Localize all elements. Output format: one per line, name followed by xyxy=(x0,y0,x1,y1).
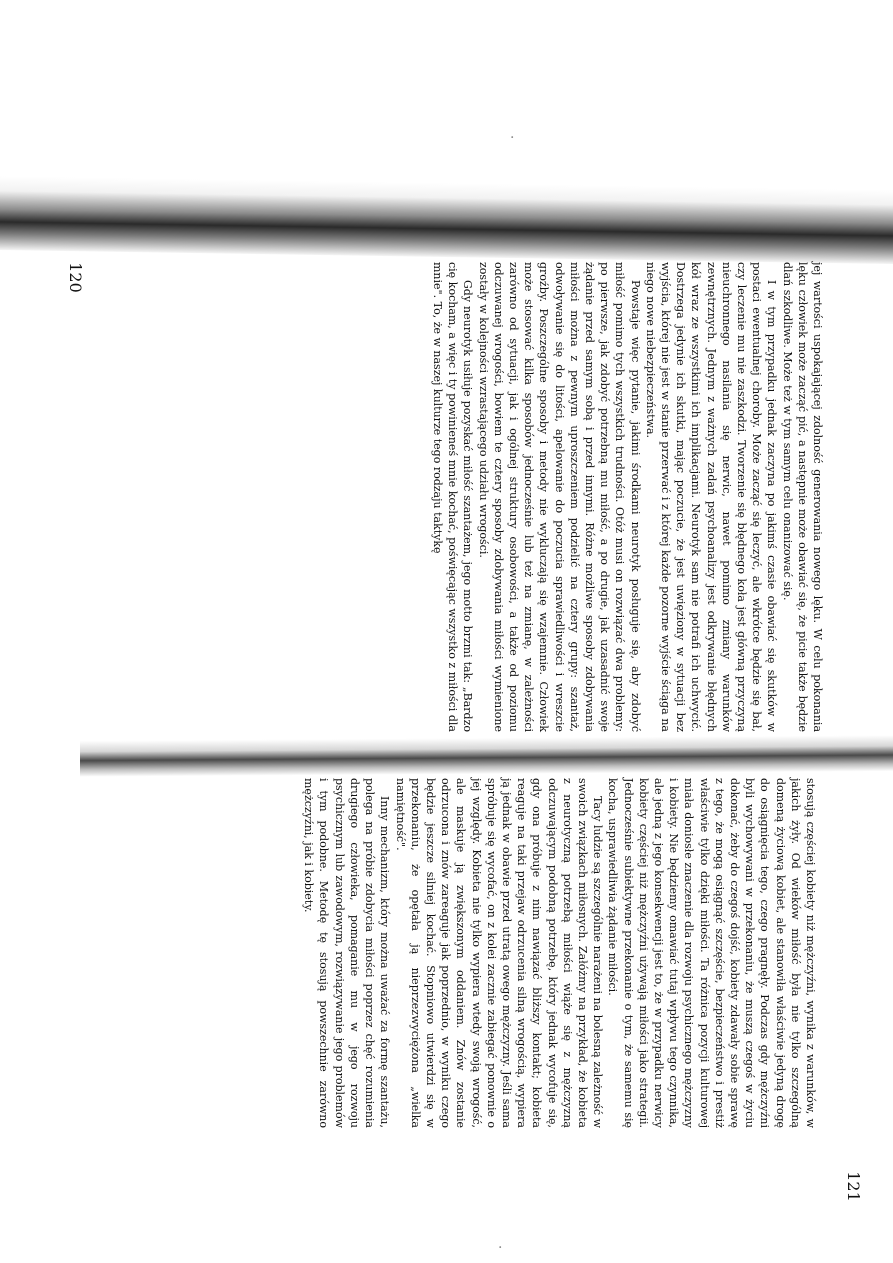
left-paragraph-1: jej wartości uspokajającej zdolność generowania nowego lęku. W celu pokonania lęku człowiek może zacząć pić, a następnie może obawiać się, że picie także będzie dlań szkodliwe. Może też w tym samym celu onanizować się. xyxy=(780,262,824,732)
left-page-number: 120 xyxy=(65,262,85,293)
right-page-number: 121 xyxy=(843,1171,863,1202)
page-edge-shadow xyxy=(0,176,893,264)
right-paragraph-2: Tacy ludzie są szczególnie narażeni na bolesną zależność w swoich związkach miłosnych. Załóżmy na przykład, że kobieta z neurotyczną potrzebą miłości wiąże się z mężczyzną odczuwającym podobną potrzebę, który jednak wycofuje się, gdy ona próbuje z nim nawiązać bliższy kontakt; kobieta reaguje na taki przejaw odrzucenia silną wrogością, wypiera ją jednak w obawie przed utratą owego mężczyzny. Jeśli sama spróbuje się wycofać, on z kolei zacznie zabiegać ponownie o jej względy. Kobieta nie tylko wypiera wtedy swoją wrogość, ale maskuje ją zwiększonym oddaniem. Znów zostanie odrzucona i znów zareaguje jak poprzednio, w wyniku czego będzie jeszcze silniej kochać. Stopniowo utwierdzi się w przekonaniu, że opętała ją nieprzezwyciężona „wielka namiętność". xyxy=(393,778,605,1128)
scan-speck: · xyxy=(498,1240,503,1256)
right-paragraph-1: stosują częściej kobiety niż mężczyźni, wynika z warunków, w jakich żyły. Od wieków miłość była nie tylko szczególną domeną życiową kobiet, ale stanowiła właściwie jedyną drogę do osiągnięcia tego, czego pragnęły. Podczas gdy mężczyźni byli wychowywani w przekonaniu, że muszą czegoś w życiu dokonać, żeby do czegoś dojść, kobiety zdawały sobie sprawę z tego, że mogą osiągnąć szczęście, bezpieczeństwo i prestiż właściwie tylko dzięki miłości. Ta różnica pozycji kulturowej miała doniosłe znaczenie dla rozwoju psychicznego mężczyzny i kobiety. Nie będziemy omawiać tutaj wpływu tego czynnika, ale jedną z jego konsekwencji jest to, że w przypadku nerwicy kobiety częściej niż mężczyźni używają miłości jako strategii. Jednocześnie subiektywne przekonanie o tym, że samemu się kocha, usprawiedliwia żądanie miłości. xyxy=(606,778,817,1128)
left-paragraph-4: Gdy neurotyk usiłuje pozyskać miłość szantażem, jego motto brzmi tak: „Bardzo cię kocham, a więc i ty powinieneś mnie kochać, poświęcając wszystko z miłości dla mnie". To, że w naszej kulturze tego rodzaju taktykę xyxy=(430,262,475,732)
scan-speck: · xyxy=(510,130,515,146)
left-paragraph-3: Powstaje więc pytanie, jakimi środkami neurotyk posługuje się, aby zdobyć miłość pomimo tych wszystkich trudności. Otóż musi on rozwiązać dwa problemy: po pierwsze, jak zdobyć potrzebną mu miłość, a po drugie, jak uzasadnić swoje żądanie przed samym sobą i przed innymi. Różne możliwe sposoby zdobywania miłości można z pewnym uproszczeniem podzielić na cztery grupy: szantaż, odwoływanie się do litości, apelowanie do poczucia sprawiedliwości i wreszcie groźby. Poszczególne sposoby i metody nie wykluczają się wzajemnie. Człowiek może stosować kilka sposobów jednocześnie lub też na zmianę, w zależności zarówno od sytuacji, jak i ogólnej struktury osobowości, a także od poziomu odczuwanej wrogości, bowiem te cztery sposoby zdobywania miłości wymienione zostały w kolejności wzrastającego udziału wrogości. xyxy=(476,262,642,732)
right-paragraph-3: Inny mechanizm, który można uważać za formę szantażu, polega na próbie zdobycia miłości poprzez chęć rozumienia drugiego człowieka, pomaganie mu w jego rozwoju psychicznym lub zawodowym, rozwiązywanie jego problemów i tym podobne. Metodę tę stosują powszechnie zarówno mężczyźni, jak i kobiety. xyxy=(302,778,392,1128)
right-page xyxy=(88,778,818,1128)
left-page-text xyxy=(95,262,825,732)
book-gutter-shadow xyxy=(80,735,893,777)
left-page xyxy=(95,262,825,732)
left-paragraph-2: I w tym przypadku jednak zaczyna po jakimś czasie obawiać się skutków w postaci ewentualnej choroby. Może zacząć się leczyć, ale wkrótce będzie się bał, czy leczenie mu nie zaszkodzi. Tworzenie się błędnego koła jest główną przyczyną nieuchronnego nasilania się nerwic, nawet pomimo zmiany warunków zewnętrznych. Jednym z ważnych zadań psychoanalizy jest odkrywanie błędnych kół wraz ze wszystkimi ich implikacjami. Neurotyk sam nie potrafi ich uchwycić. Dostrzega jedynie ich skutki, mając poczucie, że jest uwięziony w sytuacji bez wyjścia, której nie jest w stanie przerwać i z której każde pozorne wyjście ściąga na niego nowe niebezpieczeństwa. xyxy=(643,262,779,732)
right-page-text xyxy=(88,778,818,1128)
